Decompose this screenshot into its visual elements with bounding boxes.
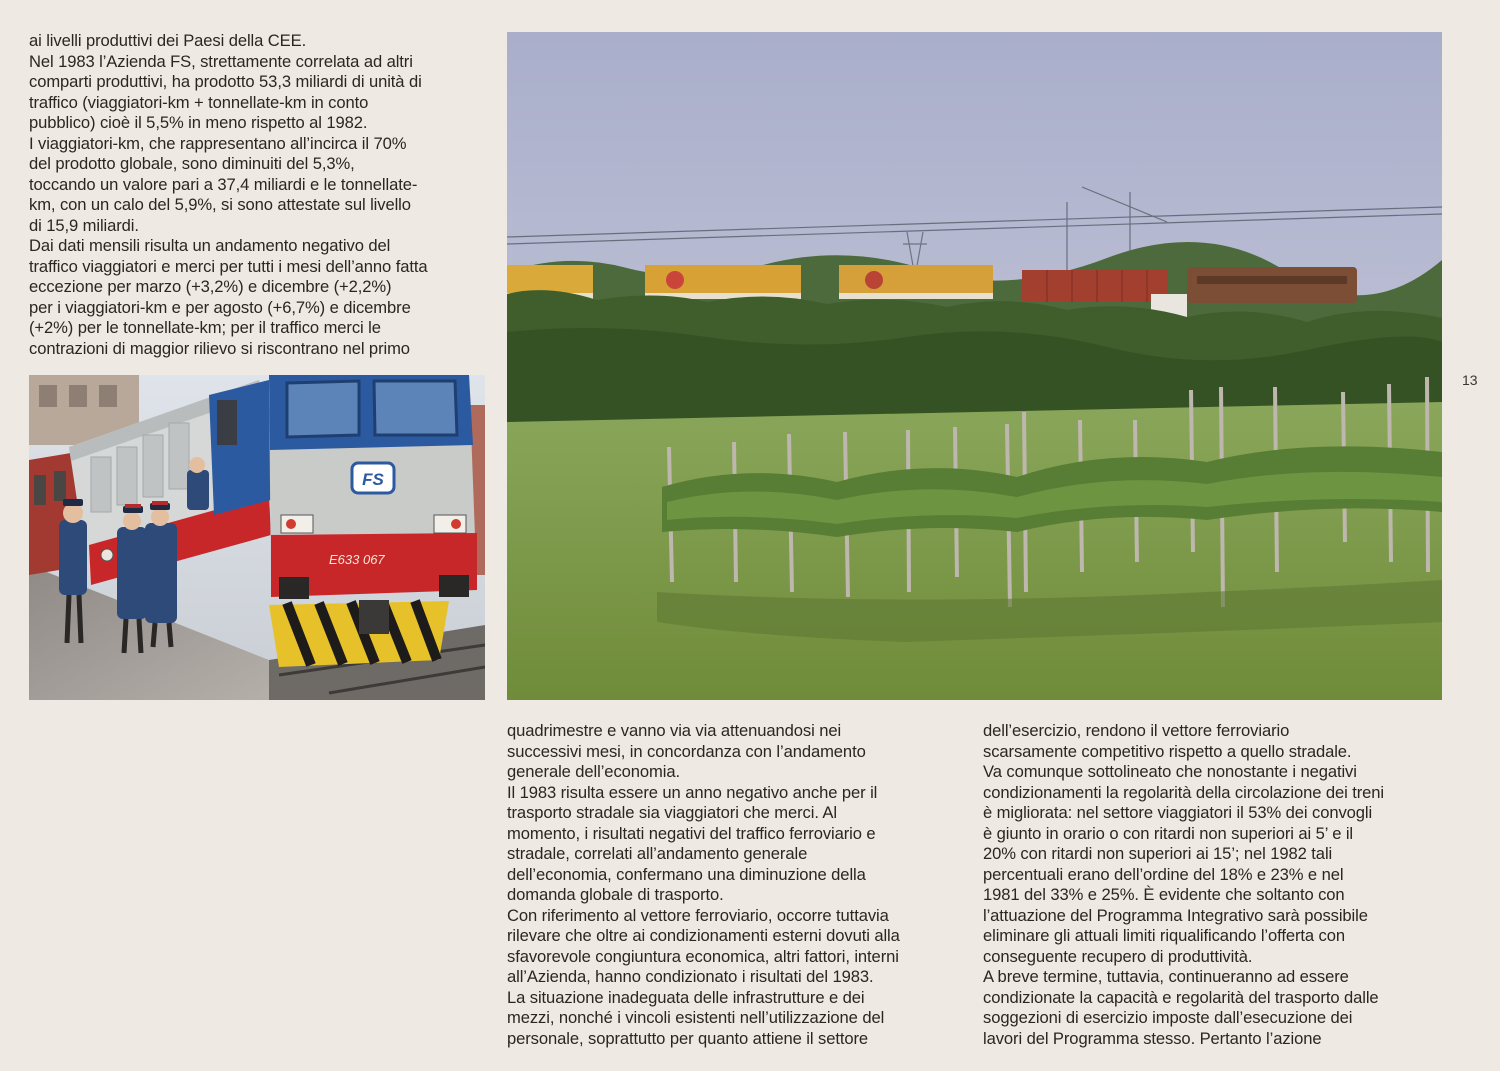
text-line: lavori del Programma stesso. Pertanto l’azione [983,1028,1322,1048]
text-line: personale, soprattutto per quanto attiene il settore [507,1028,869,1048]
text-line: quadrimestre e vanno via via attenuandosi nei [507,721,842,740]
text-line: La situazione inadeguata delle infrastrutture e dei [507,987,865,1007]
text-line: km, con un calo del 5,9%, si sono attestate sul livello [29,195,411,214]
vineyard-train-photo [507,32,1442,700]
text-line: (+2%) per le tonnellate-km; per il traffico merci le [29,318,381,337]
text-line: A breve termine, tuttavia, continueranno ad essere [983,967,1349,986]
text-column-1 [29,31,499,359]
text-line: I viaggiatori-km, che rappresentano all’incirca il 70% [29,133,407,153]
text-line: eccezione per marzo (+3,2%) e dicembre (+2,2%) [29,277,392,296]
text-line: toccando un valore pari a 37,4 miliardi e le tonnellate- [29,174,418,194]
text-line: Con riferimento al vettore ferroviario, occorre tuttavia [507,905,889,925]
text-line: traffico viaggiatori e merci per tutti i mesi dell’anno fatta [29,256,428,276]
text-line: 20% con ritardi non superiori ai 15’; nel 1982 tali [983,844,1333,863]
vineyard-illustration [507,32,1442,700]
text-line: eliminare gli attuali limiti riqualificando l’offerta con [983,926,1345,945]
text-line: successivi mesi, in concordanza con l’andamento [507,741,866,761]
fs-badge: FS [362,470,384,489]
number-plate: E633 067 [329,552,385,567]
text-line: Dai dati mensili risulta un andamento negativo del [29,236,391,255]
text-line: è migliorata: nel settore viaggiatori il 53% dei convogli [983,803,1373,822]
text-line: condizionamenti la regolarità della circolazione dei treni [983,782,1384,802]
text-line: domanda globale di trasporto. [507,885,724,904]
text-line: dell’esercizio, rendono il vettore ferroviario [983,721,1290,740]
text-line: Nel 1983 l’Azienda FS, strettamente correlata ad altri [29,51,413,71]
text-line: generale dell’economia. [507,762,680,781]
text-column-2 [507,721,962,1049]
text-line: momento, i risultati negativi del traffico ferroviario e [507,823,876,843]
text-line: percentuali erano dell’ordine del 18% e 23% e nel [983,864,1344,884]
text-line: all’Azienda, hanno condizionato i risultati del 1983. [507,967,874,986]
text-line: traffico (viaggiatori-km + tonnellate-km in conto [29,92,369,112]
text-line: del prodotto globale, sono diminuiti del 5,3%, [29,154,355,173]
text-line: comparti produttivi, ha prodotto 53,3 miliardi di unità di [29,72,422,91]
text-line: per i viaggiatori-km e per agosto (+6,7%) e dicembre [29,297,411,317]
text-line: è giunto in orario o con ritardi non superiori ai 5’ e il [983,823,1354,843]
text-line: mezzi, nonché i vincoli esistenti nell’utilizzazione del [507,1008,885,1027]
text-line: rilevare che oltre ai condizionamenti esterni dovuti alla [507,926,900,945]
text-line: pubblico) cioè il 5,5% in meno rispetto al 1982. [29,113,368,132]
text-line: Il 1983 risulta essere un anno negativo anche per il [507,782,878,802]
text-line: stradale, correlati all’andamento generale [507,844,808,863]
text-line: sfavorevole congiuntura economica, altri fattori, interni [507,946,899,966]
text-line: soggezioni di esercizio imposte dall’esecuzione dei [983,1008,1353,1027]
text-line: dell’economia, confermano una diminuzione della [507,864,866,884]
locomotive-photo [29,375,485,700]
text-line: contrazioni di maggior rilievo si riscontrano nel primo [29,338,410,358]
text-line: condizionate la capacità e regolarità del trasporto dalle [983,987,1379,1007]
text-line: 1981 del 33% e 25%. È evidente che soltanto con [983,885,1345,904]
text-line: scarsamente competitivo rispetto a quello stradale. [983,741,1352,761]
locomotive-illustration [29,375,485,700]
text-line: trasporto stradale sia viaggiatori che merci. Al [507,803,837,822]
text-line: Va comunque sottolineato che nonostante i negativi [983,762,1357,781]
text-line: ai livelli produttivi dei Paesi della CEE. [29,31,307,50]
text-line: di 15,9 miliardi. [29,215,139,235]
text-line: l’attuazione del Programma Integrativo sarà possibile [983,905,1368,925]
page-number: 13 [1462,372,1478,388]
text-column-3 [983,721,1438,1049]
text-line: conseguente recupero di produttività. [983,946,1253,966]
